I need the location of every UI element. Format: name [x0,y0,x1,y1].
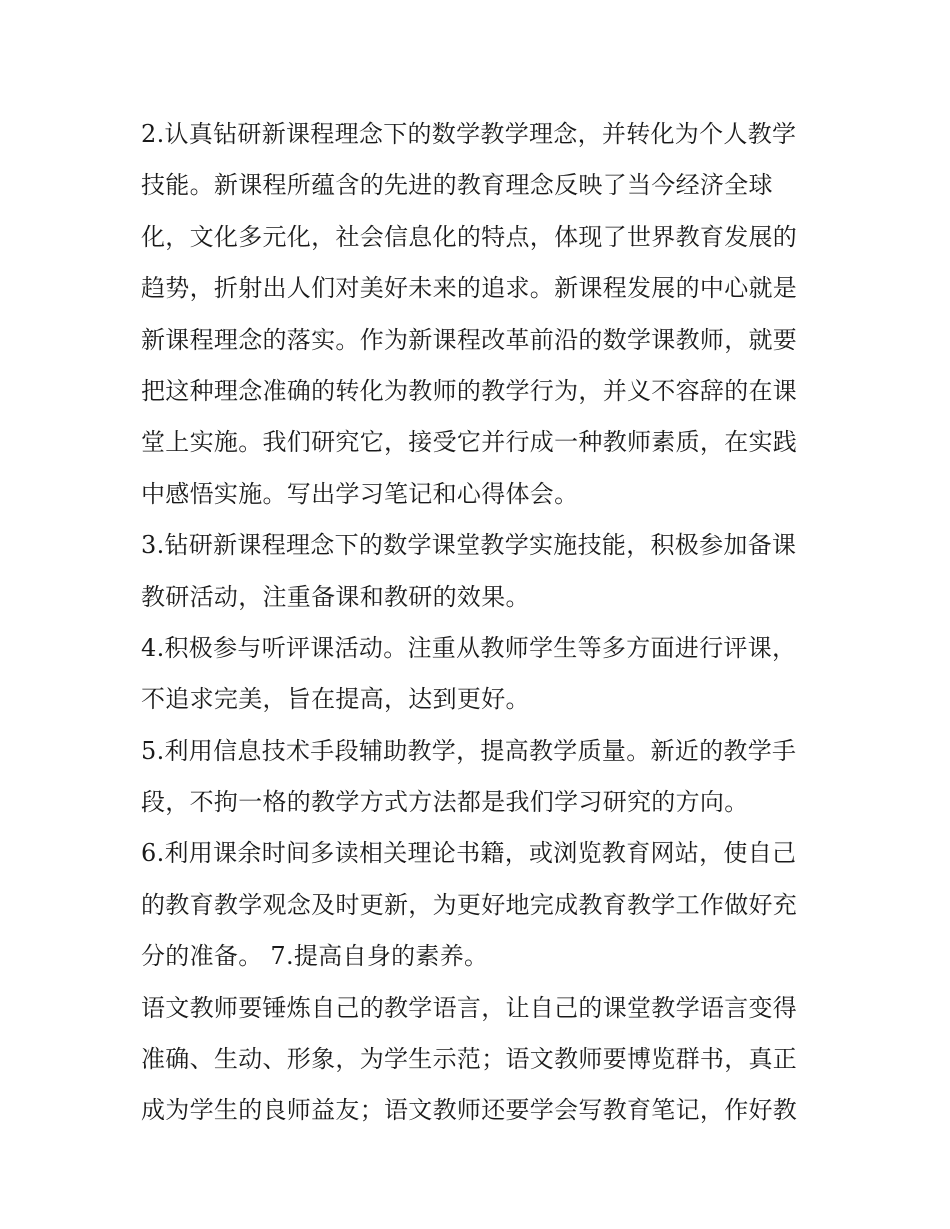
document-body [141,109,821,1137]
text-line: 把这种理念准确的转化为教师的教学行为，并义不容辞的在课 [141,376,798,405]
text-line: 教研活动，注重备课和教研的效果。 [141,582,530,611]
text-line: 中感悟实施。写出学习笔记和心得体会。 [141,479,579,508]
text-line: 段，不拘一格的教学方式方法都是我们学习研究的方向。 [141,788,749,817]
text-line: 化，文化多元化，社会信息化的特点，体现了世界教育发展的 [141,222,798,251]
text-line: 4.积极参与听评课活动。注重从教师学生等多方面进行评课， [141,633,797,662]
text-line: 5.利用信息技术手段辅助教学，提高教学质量。新近的教学手 [141,736,797,765]
text-line: 3.钻研新课程理念下的数学课堂教学实施技能，积极参加备课 [141,531,797,560]
text-line: 2.认真钻研新课程理念下的数学教学理念，并转化为个人教学 [141,120,797,148]
text-line: 准确、生动、形象，为学生示范；语文教师要博览群书，真正 [141,1045,798,1074]
text-line: 趋势，折射出人们对美好未来的追求。新课程发展的中心就是 [141,274,798,303]
text-line: 技能。新课程所蕴含的先进的教育理念反映了当今经济全球 [141,171,773,200]
text-line: 分的准备。 7.提高自身的素养。 [141,942,489,971]
text-line: 新课程理念的落实。作为新课程改革前沿的数学课教师，就要 [141,325,798,354]
text-line: 不追求完美，旨在提高，达到更好。 [141,685,530,714]
text-line: 6.利用课余时间多读相关理论书籍，或浏览教育网站，使自己 [141,839,797,868]
text-line: 语文教师要锤炼自己的教学语言，让自己的课堂教学语言变得 [141,993,798,1022]
text-line: 成为学生的良师益友；语文教师还要学会写教育笔记，作好教 [141,1096,798,1125]
text-line: 的教育教学观念及时更新，为更好地完成教育教学工作做好充 [141,890,798,919]
text-line: 堂上实施。我们研究它，接受它并行成一种教师素质，在实践 [141,428,798,457]
